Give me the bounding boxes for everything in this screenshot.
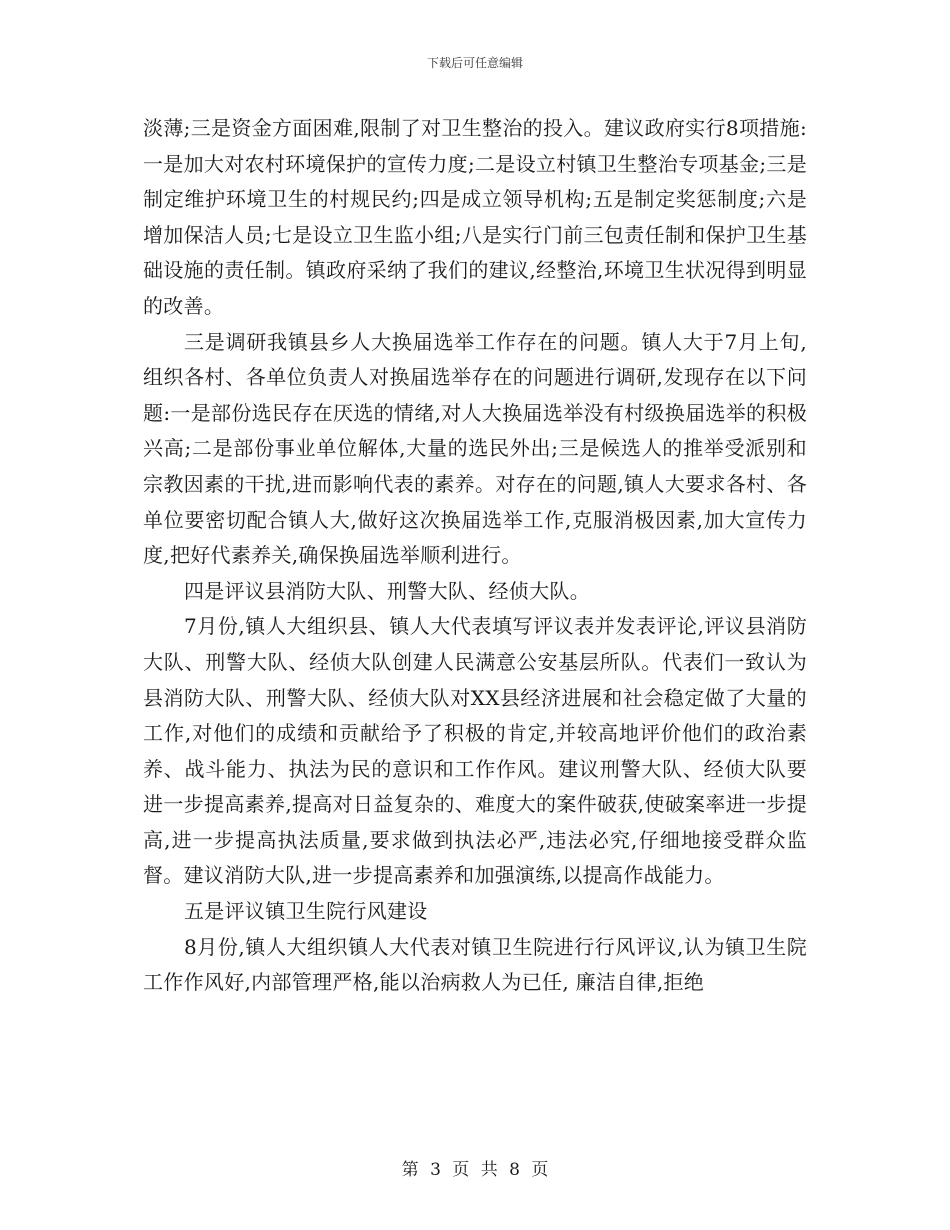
paragraph-5: 五是评议镇卫生院行风建设 bbox=[184, 899, 428, 924]
paragraph-1: 淡薄;三是资金方面困难,限制了对卫生整治的投入。建议政府实行8项措施:一是加大对农村环境保护的宣传力度;二是设立村镇卫生整治专项基金;三是制定维护环境卫生的村规民约;四是成立领导机构;五是制定奖惩制度;六是增加保洁人员;七是设立卫生监小组;八是实行门前三包责任制和保护卫生基础设施的责任制。镇政府采纳了我们的建议,经整治,环境卫生状况得到明显的改善。 bbox=[143, 116, 807, 318]
paragraph-4: 7月份,镇人大组织县、镇人大代表填写评议表并发表评论,评议县消防大队、刑警大队、经侦大队创建人民满意公安基层所队。代表们一致认为县消防大队、刑警大队、经侦大队对XX县经济进展和社会稳定做了大量的工作,对他们的成绩和贡献给予了积极的肯定,并较高地评价他们的政治素养、战斗能力、执法为民的意识和工作作风。建议刑警大队、经侦大队要进一步提高素养,提高对日益复杂的、难度大的案件破获,使破案率进一步提高,进一步提高执法质量,要求做到执法必严,违法必究,仔细地接受群众监督。建议消防大队,进一步提高素养和加强演练,以提高作战能力。 bbox=[143, 614, 807, 888]
paragraph-2: 三是调研我镇县乡人大换届选举工作存在的问题。镇人大于7月上旬,组织各村、各单位负责人对换届选举存在的问题进行调研,发现存在以下问题:一是部份选民存在厌选的情绪,对人大换届选举没有村级换届选举的积极兴高;二是部份事业单位解体,大量的选民外出;三是候选人的推举受派别和宗教因素的干扰,进而影响代表的素养。对存在的问题,镇人大要求各村、各单位要密切配合镇人大,做好这次换届选举工作,克服消极因素,加大宣传力度,把好代素养关,确保换届选举顺利进行。 bbox=[143, 329, 807, 568]
page-number: 第 3 页 共 8 页 bbox=[401, 1160, 549, 1180]
page-header-note: 下载后可任意编辑 bbox=[426, 56, 523, 70]
document-body bbox=[143, 111, 807, 1001]
paragraph-6: 8月份,镇人大组织镇人大代表对镇卫生院进行行风评议,认为镇卫生院工作作风好,内部管理严格,能以治病救人为已任, 廉洁自律,拒绝 bbox=[143, 934, 807, 995]
paragraph-3: 四是评议县消防大队、刑警大队、经侦大队。 bbox=[184, 578, 590, 603]
